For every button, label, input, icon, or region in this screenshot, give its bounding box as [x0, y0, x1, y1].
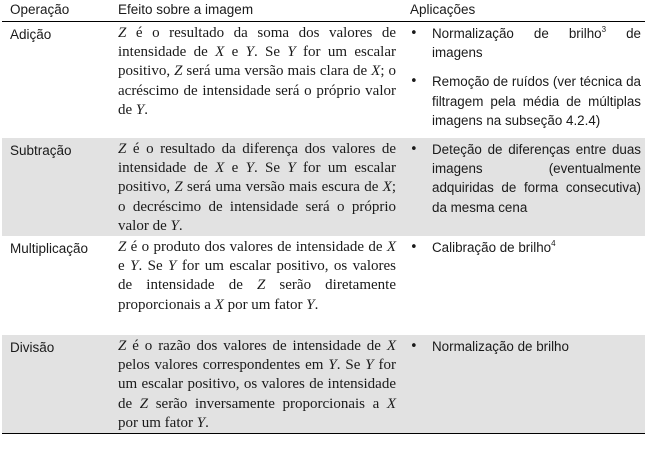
effect-cell: Z é o resultado da diferença dos valores de intensidade de X e Y. Se Y for um escalar positivo, Z será uma versão mais escura de X; o decréscimo de intensidade será o próprio valor de Y.	[110, 138, 402, 236]
header-row	[2, 0, 645, 22]
list-item: • Calibração de brilho$^4$	[410, 238, 641, 257]
applications-list	[410, 24, 641, 130]
header-effect: Efeito sobre a imagem	[110, 0, 402, 22]
operations-table	[2, 0, 645, 434]
applications-cell	[402, 22, 645, 139]
applications-cell	[402, 236, 645, 335]
list-item: • Normalização de brilho	[410, 337, 641, 356]
header-operation: Operação	[2, 0, 110, 22]
operation-cell: Multiplicação	[10, 241, 89, 257]
list-item: • Deteção de diferenças entre duas imagens (eventualmente adquiridas de forma consecutiva) da mesma cena	[410, 140, 641, 217]
operation-cell: Adição	[10, 27, 52, 42]
effect-cell: Z é o produto dos valores de intensidade de X e Y. Se Y for um escalar positivo, os valores de intensidade de Z serão diretamente proporcionais a X por um fator Y.	[118, 239, 396, 313]
list-item: • Remoção de ruídos (ver técnica da filtragem pela média de múltiplas imagens na subseção 4.2.4)	[410, 72, 641, 130]
applications-cell	[402, 335, 645, 434]
applications-cell	[402, 138, 645, 236]
table-row-subtraction	[2, 138, 645, 236]
table-row-division	[2, 335, 645, 434]
table-row-addition	[2, 22, 645, 139]
table-row-multiplication	[2, 236, 645, 335]
operation-cell: Subtração	[2, 138, 110, 236]
effect-cell: Z é o resultado da soma dos valores de intensidade de X e Y. Se Y for um escalar positivo, Z será uma versão mais clara de X; o acréscimo de intensidade será o próprio valor de Y.	[118, 25, 397, 118]
applications-list	[410, 238, 641, 257]
header-applications: Aplicações	[402, 0, 645, 22]
applications-list	[410, 337, 641, 356]
effect-cell: Z é o razão dos valores de intensidade de X pelos valores correspondentes em Y. Se Y for um escalar positivo, os valores de intensidade de Z serão inversamente proporcionais a X por um fator Y.	[110, 335, 402, 434]
operation-cell: Divisão	[2, 335, 110, 434]
applications-list	[410, 140, 641, 217]
list-item: • Normalização de brilho$^3$ de imagens	[410, 24, 641, 62]
